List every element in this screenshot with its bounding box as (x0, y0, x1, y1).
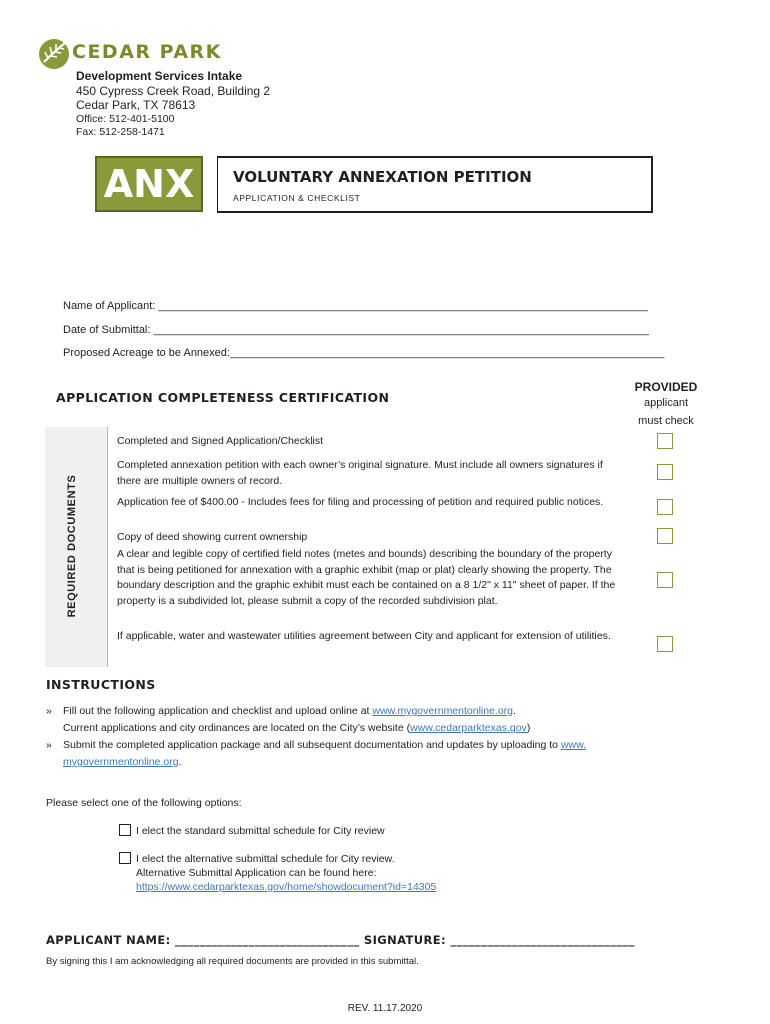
bullet-icon: » (46, 705, 52, 717)
provided-subtext-1: applicant (643, 397, 689, 409)
acknowledgement-text: By signing this I am acknowledging all required documents are provided in this submittal. (46, 956, 419, 967)
mygovernmentonline-link[interactable]: www.mygovernmentonline.org (372, 705, 514, 717)
requirement-item: Completed and Signed Application/Checklist (117, 435, 324, 447)
requirement-checkbox[interactable] (657, 636, 673, 652)
applicant-name-field[interactable]: Name of Applicant: ________________________________________________________________________________ (63, 300, 648, 312)
required-documents-label: REQUIRED DOCUMENTS (66, 474, 78, 618)
requirement-checkbox[interactable] (657, 499, 673, 515)
revision-label: REV. 11.17.2020 (347, 1003, 423, 1014)
requirement-item: Completed annexation petition with each owner’s original signature. Must include all owners signatures if there are multiple owners of record. (117, 459, 603, 487)
instructions-heading: INSTRUCTIONS (46, 677, 156, 692)
mygovernmentonline-link[interactable]: mygovernmentonline.org (63, 756, 179, 768)
signature-line[interactable]: APPLICANT NAME: ______________________________ SIGNATURE: ______________________________ (46, 933, 635, 947)
requirement-item: Application fee of $400.00 - Includes fees for filing and processing of petition and required public notices. (117, 496, 604, 508)
provided-heading: PROVIDED (634, 380, 698, 394)
mygovernmentonline-link[interactable]: www. (560, 739, 587, 751)
instruction-punct: . (513, 705, 516, 717)
instruction-line-1 (63, 703, 516, 721)
requirement-checkbox[interactable] (657, 528, 673, 544)
requirement-checkbox[interactable] (657, 572, 673, 588)
instruction-text: Submit the completed application package and all subsequent documentation and updates by uploading to (63, 739, 561, 751)
fax-number: Fax: 512-258-1471 (76, 126, 165, 138)
instruction-line-3-cont (63, 754, 181, 772)
requirement-checkbox[interactable] (657, 433, 673, 449)
option-alternative-note: Alternative Submittal Application can be found here: (136, 867, 377, 879)
cedarparktexas-link[interactable]: www.cedarparktexas.gov (410, 722, 527, 734)
options-prompt: Please select one of the following options: (46, 797, 242, 809)
form-code-badge: ANX (95, 156, 203, 212)
brand-name: CEDAR PARK (72, 41, 222, 63)
certification-heading: APPLICATION COMPLETENESS CERTIFICATION (56, 390, 390, 405)
submittal-date-field[interactable]: Date of Submittal: _________________________________________________________________________________ (63, 324, 650, 336)
address-line-1: 450 Cypress Creek Road, Building 2 (76, 84, 271, 98)
instruction-punct: ) (526, 722, 531, 734)
provided-subtext-2: must check (638, 415, 694, 427)
option-standard-checkbox[interactable] (119, 824, 131, 836)
requirement-item: Copy of deed showing current ownership (117, 531, 308, 543)
instruction-punct: . (178, 756, 182, 768)
requirement-item: If applicable, water and wastewater utilities agreement between City and applicant for extension of utilities. (117, 630, 611, 642)
form-title: VOLUNTARY ANNEXATION PETITION (233, 168, 532, 186)
requirement-item: A clear and legible copy of certified field notes (metes and bounds) describing the boundary of the property that is being petitioned for annexation with a graphic exhibit (map or plat) clearly showing the property. The boundary description and the graphic exhibit must each be contained on a 8 1/2" x 11" sheet of paper. If the property is a subdivided lot, please submit a copy of the recorded subdivision plat. (117, 548, 616, 607)
instruction-text: Fill out the following application and checklist and upload online at (63, 705, 373, 717)
cedar-park-logo-icon (38, 38, 70, 70)
instruction-text: Current applications and city ordinances are located on the City’s website ( (63, 722, 411, 734)
bullet-icon: » (46, 739, 52, 751)
option-alternative-checkbox[interactable] (119, 852, 131, 864)
alternative-application-link[interactable]: https://www.cedarparktexas.gov/home/showdocument?id=14305 (136, 881, 437, 893)
requirement-checkbox[interactable] (657, 464, 673, 480)
option-standard-label: I elect the standard submittal schedule for City review (136, 825, 385, 837)
office-phone: Office: 512-401-5100 (76, 113, 175, 125)
acreage-field[interactable]: Proposed Acreage to be Annexed:_______________________________________________________________________ (63, 347, 665, 359)
department-name: Development Services Intake (76, 69, 243, 83)
instruction-line-3 (63, 737, 586, 755)
instruction-line-2 (63, 720, 530, 738)
option-alternative-label: I elect the alternative submittal schedule for City review. (136, 853, 395, 865)
form-subtitle: APPLICATION & CHECKLIST (233, 193, 361, 203)
address-line-2: Cedar Park, TX 78613 (76, 98, 196, 112)
